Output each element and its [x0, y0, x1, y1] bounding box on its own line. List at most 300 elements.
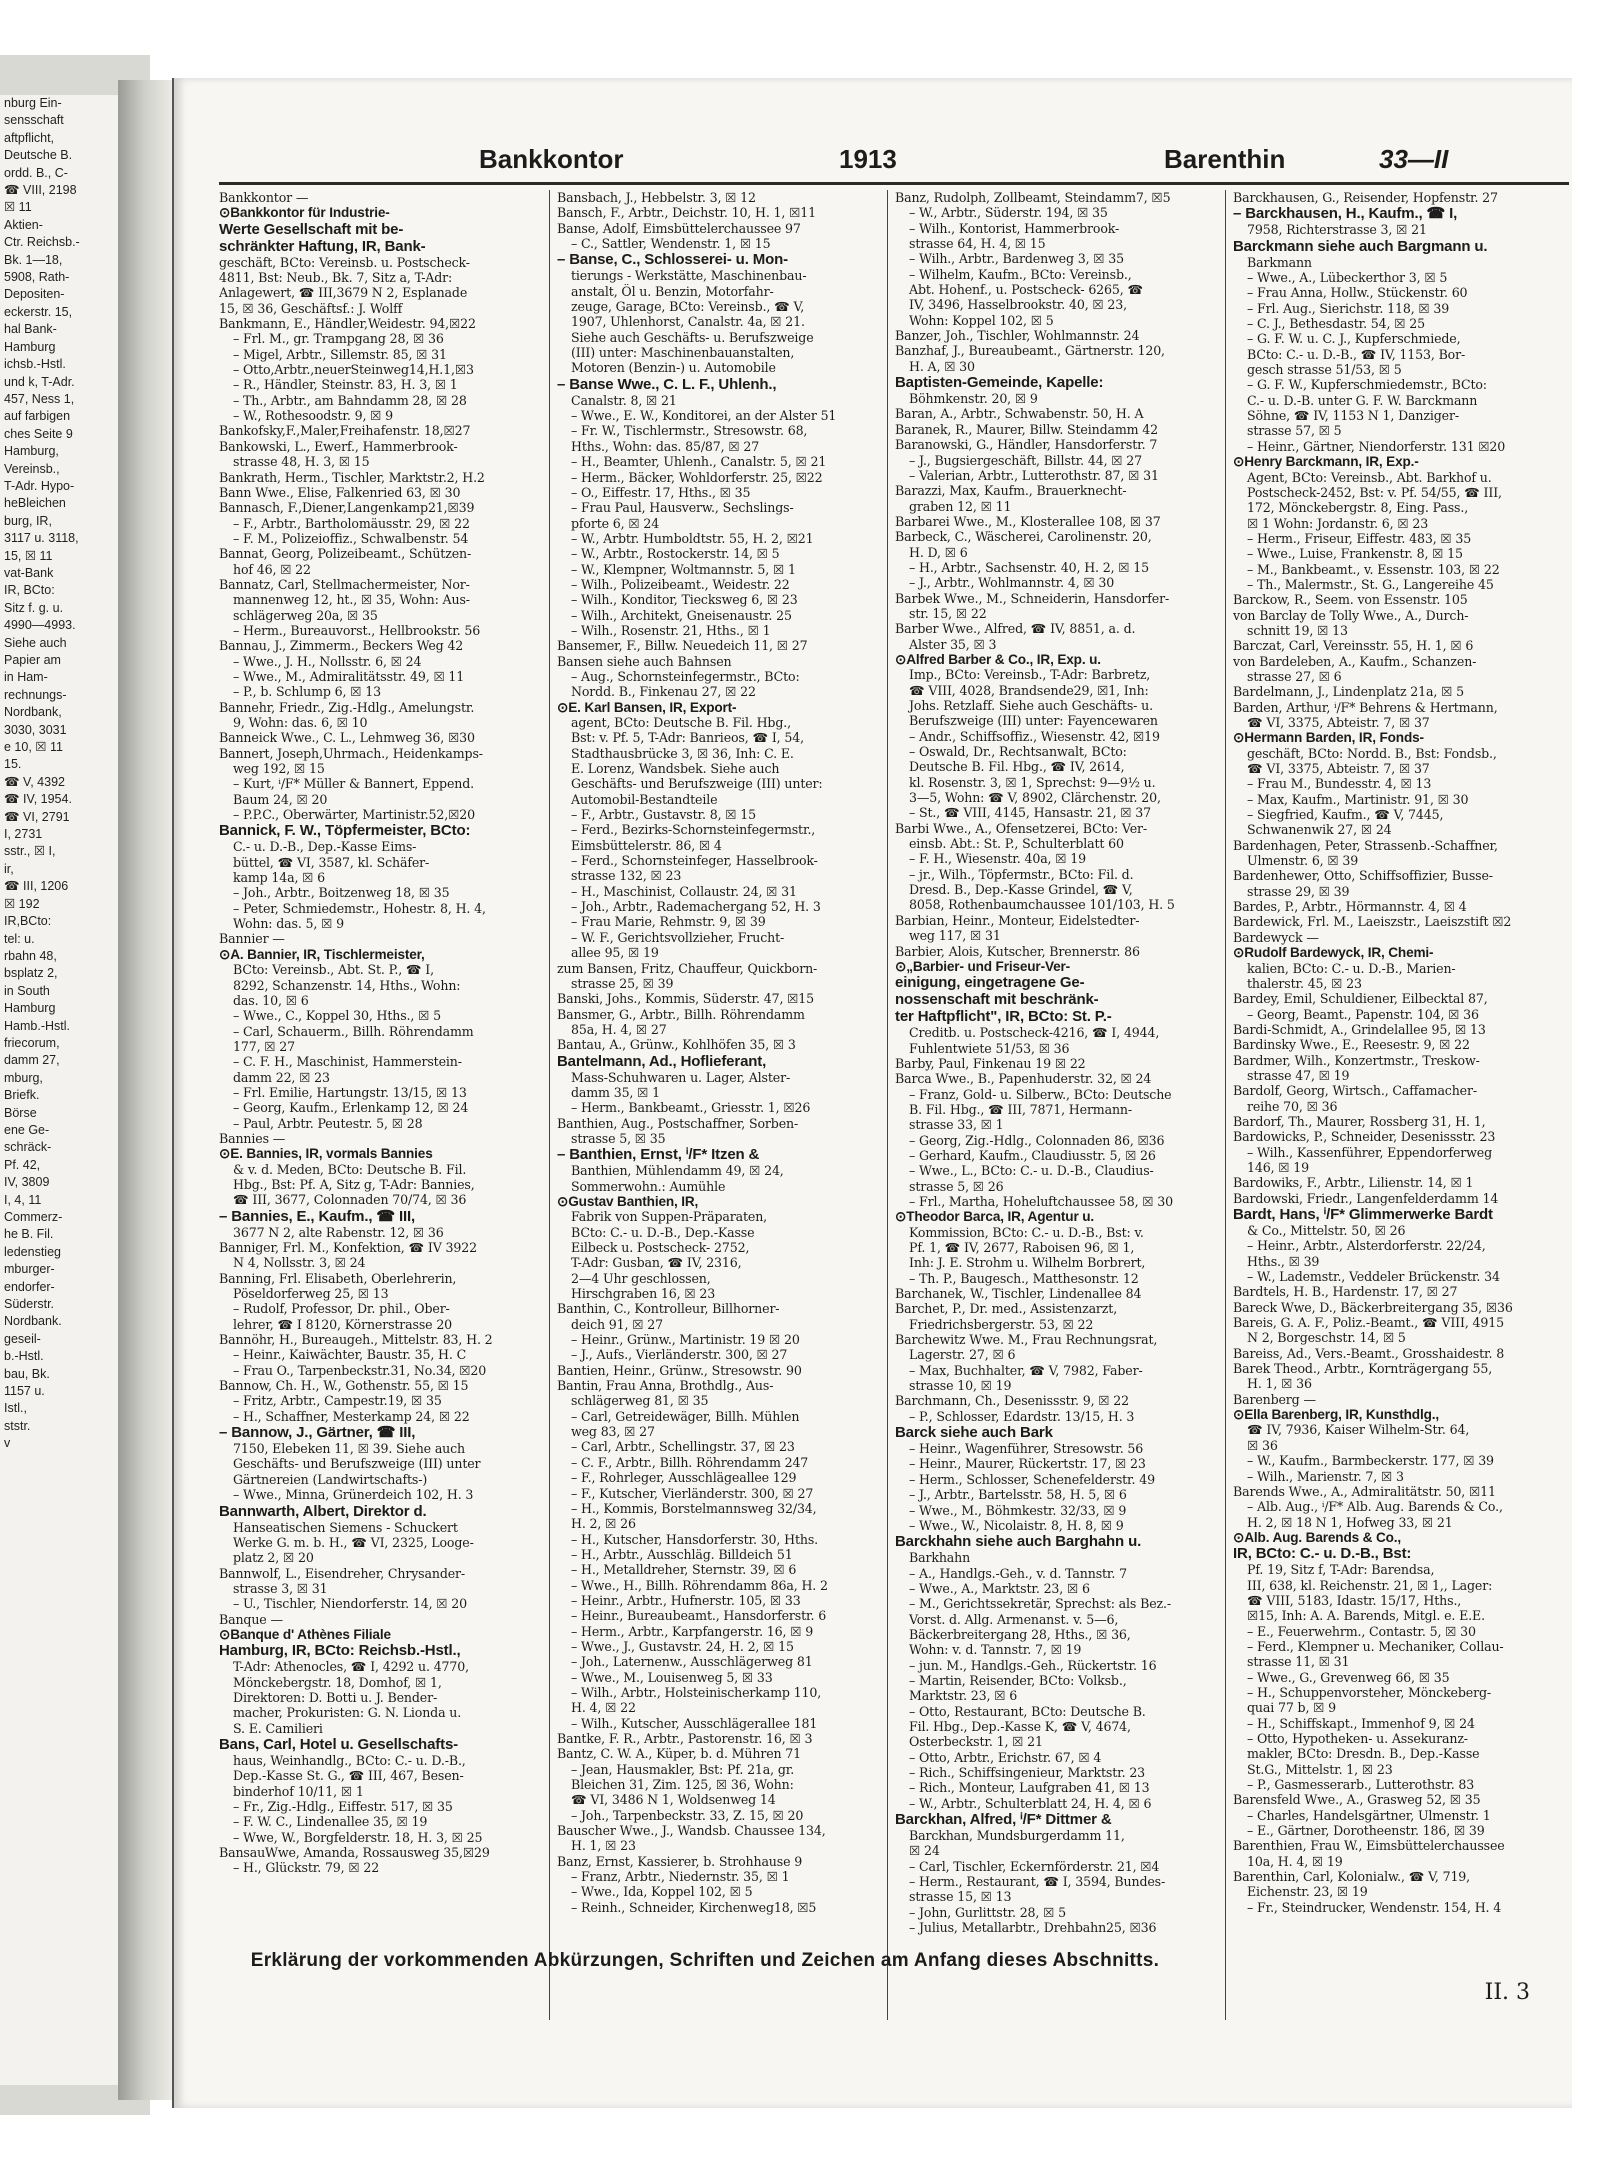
directory-entry: 1907, Uhlenhorst, Canalstr. 4a, ☒ 21.	[571, 314, 805, 330]
directory-entry: Bankofsky,F.,Maler,Freihafenstr. 18,☒27	[219, 423, 471, 439]
directory-entry: Banz, Ernst, Kassierer, b. Strohhause 9	[557, 1853, 803, 1869]
directory-entry: – H., Kutscher, Hansdorferstr. 30, Hths.	[571, 1531, 818, 1547]
directory-entry: – Peter, Schmiedemstr., Hohestr. 8, H. 4,	[233, 900, 486, 916]
directory-entry: ☎ VI, 3486 N 1, Woldsenweg 14	[571, 1792, 776, 1808]
directory-entry: ☒ 1 Wohn: Jordanstr. 6, ☒ 23	[1247, 515, 1429, 531]
previous-page-line: in South	[4, 983, 50, 998]
directory-entry: Barczat, Carl, Vereinsstr. 55, H. 1, ☒ 6	[1233, 638, 1474, 654]
previous-page-line: Nordbank.	[4, 1314, 62, 1329]
directory-entry: Werke G. m. b. H., ☎ VI, 2325, Looge-	[233, 1534, 474, 1550]
directory-entry: – Ferd., Klempner u. Mechaniker, Collau-	[1247, 1638, 1504, 1654]
directory-entry: St.G., Mittelstr. 1, ☒ 23	[1247, 1761, 1393, 1777]
directory-entry: Osterbeckstr. 1, ☒ 21	[909, 1734, 1043, 1750]
directory-entry: – H., Schuppenvorsteher, Mönckeberg-	[1247, 1684, 1491, 1700]
directory-entry: Bleichen 31, Zim. 125, ☒ 36, Wohn:	[571, 1777, 794, 1793]
column-3	[895, 190, 1217, 2020]
directory-entry: – Heinr., Maurer, Rückertstr. 17, ☒ 23	[909, 1456, 1146, 1472]
directory-entry: Eilbeck u. Postscheck- 2752,	[571, 1240, 750, 1255]
directory-entry: – Martin, Reisender, BCto: Volksb.,	[909, 1672, 1127, 1688]
directory-entry: Bardowicks, P., Schneider, Desenissstr. 23	[1233, 1129, 1496, 1145]
directory-entry: Pf. 19, Sitz f, T-Adr: Barendsa,	[1247, 1562, 1435, 1578]
directory-entry: – G. F. W. u. C. J., Kupferschmiede,	[1247, 331, 1461, 347]
directory-entry: – H., Glückstr. 79, ☒ 22	[233, 1860, 380, 1876]
column-2	[557, 190, 879, 2020]
previous-page-line: IR,BCto:	[4, 914, 52, 929]
directory-entry: Bantien, Heinr., Grünw., Stresowstr. 90	[557, 1362, 802, 1378]
directory-entry: – Alb. Aug., ⁱ/F* Alb. Aug. Barends & Co.,	[1247, 1499, 1503, 1515]
directory-entry: – Heinr., Arbtr., Alsterdorferstr. 22/24,	[1247, 1238, 1486, 1254]
sheet-signature: II. 3	[1484, 1980, 1530, 2005]
firm-entry: ⊙ E. Bannies, IR, vormals Bannies	[219, 1146, 541, 1161]
directory-entry: Bansen siehe auch Bahnsen	[557, 653, 732, 669]
directory-entry: Bannow, Ch. H., W., Gothenstr. 55, ☒ 15	[219, 1378, 469, 1394]
previous-page-line: Commerz-	[4, 1210, 63, 1224]
directory-entry: – John, Gurlittstr. 28, ☒ 5	[909, 1904, 1066, 1920]
directory-entry: – Fr., Steindrucker, Wendenstr. 154, H. 4	[1247, 1899, 1502, 1915]
directory-entry: – Rich., Schiffsingenieur, Marktstr. 23	[909, 1765, 1146, 1780]
column-1	[219, 190, 541, 2020]
directory-entry: Bansch, F., Arbtr., Deichstr. 10, H. 1, ☒11	[557, 205, 816, 221]
directory-entry: – Wilh., Arbtr., Bardenweg 3, ☒ 35	[909, 251, 1125, 267]
directory-entry: Bansemer, F., Billw. Neuedeich 11, ☒ 27	[557, 638, 808, 654]
directory-entry: C.- u. D.-B., Dep.-Kasse Eims-	[233, 839, 417, 855]
directory-entry: – H., Beamter, Uhlenh., Canalstr. 5, ☒ 21	[571, 454, 827, 470]
directory-entry: – Heinr., Kaiwächter, Baustr. 35, H. C	[233, 1347, 467, 1363]
directory-entry: – R., Händler, Steinstr. 83, H. 3, ☒ 1	[233, 377, 458, 393]
directory-entry: – Charles, Handelsgärtner, Ulmenstr. 1	[1247, 1807, 1491, 1823]
directory-entry: Barchmann, Ch., Desenissstr. 9, ☒ 22	[895, 1393, 1130, 1409]
firm-entry: ⊙ Alfred Barber & Co., IR, Exp. u.	[895, 652, 1217, 667]
previous-page-line: IV, 3809	[4, 1175, 50, 1190]
directory-entry: Dep.-Kasse St. G., ☎ III, 467, Besen-	[233, 1768, 464, 1784]
directory-entry: – Frau M., Bundesstr. 4, ☒ 13	[1247, 776, 1432, 792]
previous-page-line: I, 4, 11	[4, 1192, 42, 1207]
bold-entry: Barckhan, Alfred, ⁱ/F* Dittmer &	[895, 1811, 1112, 1829]
directory-entry: reihe 70, ☒ 36	[1247, 1098, 1338, 1114]
previous-page-line: 1157 u.	[4, 1384, 45, 1399]
directory-entry: – Migel, Arbtr., Sillemstr. 85, ☒ 31	[233, 346, 447, 362]
directory-entry: gesch strasse 51/53, ☒ 5	[1247, 362, 1402, 378]
directory-entry: – Herm., Bureauvorst., Hellbrookstr. 56	[233, 622, 481, 638]
directory-entry: 9, Wohn: das. 6, ☒ 10	[233, 715, 368, 730]
directory-entry: Agent, BCto: Vereinsb., Abt. Barkhof u.	[1247, 469, 1492, 485]
directory-entry: ☎ IV, 7936, Kaiser Wilhelm-Str. 64,	[1247, 1422, 1470, 1438]
directory-entry: Bardenhewer, Otto, Schiffsoffizier, Busse-	[1233, 868, 1493, 884]
directory-entry: – Th. P., Baugesch., Matthesonstr. 12	[909, 1270, 1139, 1286]
directory-entry: Eimsbüttelerstr. 86, ☒ 4	[571, 837, 722, 853]
directory-entry: Banque —	[219, 1611, 283, 1627]
directory-entry: – Rudolf, Professor, Dr. phil., Ober-	[233, 1301, 450, 1317]
previous-page-line: Nordbank,	[4, 705, 62, 720]
directory-entry: – Rich., Monteur, Laufgraben 41, ☒ 13	[909, 1780, 1150, 1796]
directory-entry: – H., Arbtr., Ausschläg. Billdeich 51	[571, 1546, 793, 1562]
directory-entry: – W., Arbtr., Schulterblatt 24, H. 4, ☒ 6	[909, 1795, 1152, 1811]
bold-entry: Baptisten-Gemeinde, Kapelle:	[895, 374, 1104, 392]
directory-entry: – P.P.C., Oberwärter, Martinistr.52,☒20	[233, 807, 475, 823]
directory-entry: Barckhan, Mundsburgerdamm 11,	[909, 1828, 1125, 1844]
directory-entry: – W., Arbtr. Humboldtstr. 55, H. 2, ☒21	[571, 530, 814, 546]
directory-entry: – F., Arbtr., Bartholomäusstr. 29, ☒ 22	[233, 515, 470, 531]
directory-entry: 177, ☒ 27	[233, 1038, 296, 1054]
directory-entry: – W. F., Gerichtsvollzieher, Frucht-	[571, 929, 785, 945]
previous-page-line: Börse	[4, 1105, 37, 1120]
directory-entry: geschäft, BCto: Vereinsb. u. Postscheck-	[219, 254, 470, 270]
directory-entry: C.- u. D.-B. unter G. F. W. Barckmann	[1247, 392, 1478, 408]
previous-page-line: ichsb.-Hstl.	[4, 357, 66, 372]
directory-entry: ☒ 36	[1247, 1437, 1278, 1453]
previous-page-line: Deutsche B.	[4, 148, 73, 163]
directory-entry: Alster 35, ☒ 3	[909, 636, 997, 652]
running-head-catchword: Barenthin	[1164, 144, 1286, 174]
firm-entry: ⊙ Bankkontor für Industrie-	[219, 205, 541, 220]
directory-entry: ☒15, Inh: A. A. Barends, Mitgl. e. E.E.	[1247, 1608, 1485, 1624]
directory-entry: geschäft, BCto: Nordd. B., Bst: Fondsb.,	[1247, 745, 1497, 761]
directory-entry: Barden, Arthur, ⁱ/F* Behrens & Hertmann,	[1233, 699, 1498, 715]
directory-entry: Bardowiks, F., Arbtr., Lilienstr. 14, ☒ 1	[1233, 1175, 1474, 1191]
directory-entry: BCto: C.- u. D.-B., ☎ IV, 1153, Bor-	[1247, 346, 1466, 362]
previous-page-line: Papier am	[4, 653, 61, 667]
directory-entry: quai 77 b, ☒ 9	[1247, 1700, 1337, 1716]
directory-entry: Baum 24, ☒ 20	[233, 791, 328, 807]
directory-entry: makler, BCto: Dresdn. B., Dep.-Kasse	[1247, 1746, 1480, 1762]
firm-entry: ⊙ Ella Barenberg, IR, Kunsthdlg.,	[1233, 1407, 1555, 1422]
directory-entry: (III) unter: Maschinenbauanstalten,	[571, 345, 795, 361]
directory-entry: Banthien, Mühlendamm 49, ☒ 24,	[571, 1163, 784, 1179]
directory-entry: Banthien, Aug., Postschaffner, Sorben-	[557, 1115, 799, 1131]
directory-entry: – Fr., Zig.-Hdlg., Eiffestr. 517, ☒ 35	[233, 1799, 453, 1814]
previous-page-line: endorfer-	[4, 1279, 55, 1294]
directory-entry: Barbarei Wwe., M., Klosterallee 108, ☒ 37	[895, 513, 1161, 529]
directory-entry: 4811, Bst: Neub., Bk. 7, Sitz a, T-Adr:	[219, 270, 453, 286]
directory-entry: Johs. Retzlaff. Siehe auch Geschäfts- u.	[909, 698, 1153, 713]
firm-entry: ⊙ Alb. Aug. Barends & Co.,	[1233, 1530, 1555, 1545]
bold-entry: IR, BCto: C.- u. D.-B., Bst:	[1233, 1545, 1412, 1563]
directory-entry: H. A, ☒ 30	[909, 358, 975, 374]
column-divider	[1225, 190, 1226, 2020]
previous-page-line: Süderstr.	[4, 1297, 55, 1312]
directory-entry: ☎ VIII, 4028, Brandsende29, ☒1, Inh:	[909, 682, 1149, 698]
directory-entry: – Wwe., A., Marktstr. 23, ☒ 6	[909, 1580, 1090, 1596]
previous-page-line: Briefk.	[4, 1088, 40, 1103]
directory-entry: Barchet, P., Dr. med., Assistenzarzt,	[895, 1301, 1118, 1317]
directory-entry: Pf. 1, ☎ IV, 2677, Raboisen 96, ☒ 1,	[909, 1240, 1135, 1255]
directory-entry: – C. F. H., Maschinist, Hammerstein-	[233, 1054, 462, 1070]
bold-entry: – Bannies, E., Kaufm., ☎ III,	[219, 1207, 416, 1225]
directory-entry: Mönckebergstr. 18, Domhof, ☒ 1,	[233, 1674, 442, 1690]
previous-page-line: ☎ V, 4392	[4, 774, 65, 789]
directory-entry: – Carl, Arbtr., Schellingstr. 37, ☒ 23	[571, 1439, 795, 1455]
directory-entry: Bankowski, L., Ewerf., Hammerbrook-	[219, 438, 458, 454]
directory-entry: – Frl., Martha, Hoheluftchaussee 58, ☒ 30	[909, 1193, 1174, 1209]
directory-entry: strasse 10, ☒ 19	[909, 1378, 1012, 1394]
directory-entry: – P., Schlosser, Edardstr. 13/15, H. 3	[909, 1408, 1135, 1424]
directory-entry: damm 35, ☒ 1	[571, 1084, 660, 1100]
directory-entry: ☎ III, 3677, Colonnaden 70/74, ☒ 36	[233, 1192, 467, 1208]
directory-entry: – Wilh., Arbtr., Holsteinischerkamp 110,	[571, 1684, 822, 1700]
previous-page-line: Depositen-	[4, 287, 65, 302]
directory-entry: Bardewyck —	[1233, 929, 1319, 945]
directory-entry: Siehe auch Geschäfts- u. Berufszweige	[571, 329, 814, 345]
bold-entry: schränkter Haftung, IR, Bank-	[219, 237, 426, 255]
previous-page-line: 3030, 3031	[4, 722, 67, 737]
directory-entry: 8058, Rothenbaumchaussee 101/103, H. 5	[909, 897, 1175, 913]
previous-page-line: I, 2731	[4, 827, 43, 842]
previous-page-line: Ctr. Reichsb.-	[4, 235, 80, 250]
previous-page-line: IR, BCto:	[4, 583, 55, 598]
directory-entry: – F., Arbtr., Gustavstr. 8, ☒ 15	[571, 807, 756, 823]
directory-entry: – Otto, Hypotheken- u. Assekuranz-	[1247, 1731, 1468, 1746]
directory-entry: pforte 6, ☒ 24	[571, 515, 660, 531]
directory-entry: – Georg, Zig.-Hdlg., Colonnaden 86, ☒36	[909, 1132, 1165, 1148]
directory-entry: Baran, A., Arbtr., Schwabenstr. 50, H. A	[895, 406, 1144, 422]
directory-entry: – jr., Wilh., Töpfermstr., BCto: Fil. d.	[909, 866, 1134, 882]
directory-entry: Bardewick, Frl. M., Laeiszstr., Laeiszstift ☒2	[1233, 914, 1512, 930]
directory-entry: Bankmann, E., Händler,Weidestr. 94,☒22	[219, 316, 476, 332]
directory-entry: Wohn: das. 5, ☒ 9	[233, 916, 344, 932]
directory-entry: strasse 48, H. 3, ☒ 15	[233, 454, 370, 470]
directory-entry: strasse 64, H. 4, ☒ 15	[909, 236, 1046, 252]
directory-entry: Barchanek, W., Tischler, Lindenallee 84	[895, 1286, 1142, 1302]
directory-entry: – jun. M., Handlgs.-Geh., Rückertstr. 16	[909, 1657, 1157, 1673]
directory-entry: Inh: J. E. Strohm u. Wilhelm Borbrert,	[909, 1255, 1146, 1271]
previous-page-line: burg, IR,	[4, 513, 52, 528]
directory-entry: Barenberg —	[1233, 1391, 1316, 1407]
directory-entry: – Paul, Arbtr. Peutestr. 5, ☒ 28	[233, 1115, 423, 1131]
directory-entry: Bardi-Schmidt, A., Grindelallee 95, ☒ 13	[1233, 1021, 1486, 1037]
directory-entry: – W., Arbtr., Süderstr. 194, ☒ 35	[909, 205, 1108, 221]
directory-entry: 85a, H. 4, ☒ 27	[571, 1021, 667, 1037]
previous-page-line: ir,	[4, 861, 14, 876]
directory-entry: T-Adr: Athenocles, ☎ I, 4292 u. 4770,	[233, 1659, 469, 1675]
directory-entry: Bankkontor —	[219, 190, 309, 205]
directory-entry: binderhof 10/11, ☒ 1	[233, 1783, 364, 1799]
directory-entry: Wohn: v. d. Tannstr. 7, ☒ 19	[909, 1642, 1082, 1658]
directory-entry: strasse 5, ☒ 35	[571, 1130, 666, 1146]
directory-entry: Hths., Wohn: das. 85/87, ☒ 27	[571, 438, 760, 454]
previous-page-line: rbahn 48,	[4, 948, 57, 963]
directory-entry: S. E. Camilieri	[233, 1720, 323, 1736]
previous-page-line: Vereinsb.,	[4, 461, 60, 476]
directory-entry: thalerstr. 45, ☒ 23	[1247, 975, 1362, 991]
directory-entry: – F. H., Wiesenstr. 40a, ☒ 19	[909, 851, 1086, 867]
directory-entry: Bannöhr, H., Bureaugeh., Mittelstr. 83, H. 2	[219, 1332, 493, 1348]
directory-entry: T-Adr: Gusban, ☎ IV, 2316,	[571, 1255, 742, 1271]
directory-entry: – Wwe., L., BCto: C.- u. D.-B., Claudius-	[909, 1163, 1154, 1179]
directory-entry: – Joh., Laternenw., Ausschlägerweg 81	[571, 1654, 813, 1670]
directory-entry: Bardmer, Wilh., Konzertmstr., Treskow-	[1233, 1052, 1480, 1068]
directory-entry: Hbg., Bst: Pf. A, Sitz g, T-Adr: Bannies,	[233, 1176, 475, 1192]
directory-entry: – Wilh., Kontorist, Hammerbrook-	[909, 220, 1120, 236]
directory-entry: mannenweg 12, ht., ☒ 35, Wohn: Aus-	[233, 592, 470, 608]
directory-entry: – Wwe., M., Böhmkestr. 32/33, ☒ 9	[909, 1502, 1127, 1518]
directory-entry: H. 1, ☒ 36	[1247, 1376, 1312, 1392]
directory-entry: Nordd. B., Finkenau 27, ☒ 22	[571, 684, 756, 700]
bold-entry: – Banse Wwe., C. L. F., Uhlenh.,	[557, 375, 777, 393]
directory-entry: Bardes, P., Arbtr., Hörmannstr. 4, ☒ 4	[1233, 899, 1467, 915]
directory-entry: – Wilh., Architekt, Gneisenaustr. 25	[571, 607, 792, 623]
directory-entry: – H., Schiffskapt., Immenhof 9, ☒ 24	[1247, 1715, 1475, 1731]
directory-entry: Böhmkenstr. 20, ☒ 9	[909, 391, 1038, 407]
directory-entry: – Ferd., Schornsteinfeger, Hasselbrook-	[571, 853, 818, 869]
firm-entry: ⊙ A. Bannier, IR, Tischlermeister,	[219, 947, 541, 962]
directory-entry: – Otto,Arbtr.,neuerSteinweg14,H.1,☒3	[233, 362, 474, 378]
directory-entry: – J., Arbtr., Bartelsstr. 58, H. 5, ☒ 6	[909, 1487, 1127, 1503]
directory-entry: Bansbach, J., Hebbelstr. 3, ☒ 12	[557, 190, 756, 205]
directory-entry: strasse 27, ☒ 6	[1247, 668, 1342, 684]
running-head-year: 1913	[839, 144, 897, 174]
directory-entry: ☒ 24	[909, 1843, 940, 1859]
directory-entry: – C., Sattler, Wendenstr. 1, ☒ 15	[571, 236, 771, 252]
previous-page-line: Sitz f. g. u.	[4, 600, 64, 615]
directory-entry: Barenthin, Carl, Kolonialw., ☎ V, 719,	[1233, 1869, 1471, 1885]
previous-page-line: ☒ 192	[4, 896, 40, 911]
book-gutter	[118, 80, 176, 2100]
abbreviation-note: Erklärung der vorkommenden Abkürzungen, Schriften und Zeichen am Anfang dieses Abschnitts.	[250, 1950, 1160, 1971]
directory-entry: – Joh., Tarpenbeckstr. 33, Z. 15, ☒ 20	[571, 1807, 804, 1823]
directory-entry: Vorst. d. Allg. Armenanst. v. 5—6,	[909, 1611, 1119, 1627]
directory-entry: Bst: v. Pf. 5, T-Adr: Banrieos, ☎ I, 54,	[571, 730, 804, 746]
directory-entry: 2—4 Uhr geschlossen,	[571, 1270, 711, 1286]
directory-entry: – A., Handlgs.-Geh., v. d. Tannstr. 7	[909, 1565, 1127, 1581]
directory-entry: Barckhausen, G., Reisender, Hopfenstr. 27	[1233, 190, 1498, 205]
directory-entry: – Frau Paul, Hausverw., Sechslings-	[571, 500, 794, 516]
directory-entry: Barek Theod., Arbtr., Kornträgergang 55,	[1233, 1361, 1493, 1377]
column-divider	[549, 190, 550, 2020]
directory-entry: Baranowski, G., Händler, Hansdorferstr. 7	[895, 437, 1158, 453]
directory-entry: Baranek, R., Maurer, Billw. Steindamm 42	[895, 421, 1159, 437]
directory-entry: – H., Schaffner, Mesterkamp 24, ☒ 22	[233, 1408, 470, 1424]
directory-entry: – Wilh., Konditor, Tiecksweg 6, ☒ 23	[571, 592, 798, 608]
running-head-section: Bankkontor	[479, 144, 624, 174]
directory-entry: III, 638, kl. Reichenstr. 21, ☒ 1,, Lager:	[1247, 1577, 1493, 1593]
directory-entry: Bantz, C. W. A., Küper, b. d. Mühren 71	[557, 1746, 802, 1762]
directory-entry: – F. M., Polizeioffiz., Schwalbenstr. 54	[233, 530, 469, 546]
previous-page-line: bau, Bk.	[4, 1366, 50, 1381]
directory-entry: – Julius, Metallarbtr., Drehbahn25, ☒36	[909, 1920, 1157, 1936]
previous-page-line: aftpflicht,	[4, 130, 55, 145]
directory-entry: Barbier, Alois, Kutscher, Brennerstr. 86	[895, 943, 1140, 959]
directory-entry: – H., Metalldreher, Sternstr. 39, ☒ 6	[571, 1562, 797, 1578]
running-head-page-number: 33—II	[1379, 144, 1449, 174]
directory-entry: weg 117, ☒ 31	[909, 928, 1001, 944]
directory-entry: – Wilh., Kassenführer, Eppendorferweg	[1247, 1144, 1493, 1160]
bold-entry: Hamburg, IR, BCto: Reichsb.-Hstl.,	[219, 1642, 461, 1660]
directory-entry: H. 2, ☒ 18 N 1, Hofweg 33, ☒ 21	[1247, 1514, 1453, 1530]
firm-entry: ⊙ Banque d' Athènes Filiale	[219, 1627, 541, 1642]
directory-entry: – Wwe., M., Louisenweg 5, ☒ 33	[571, 1669, 773, 1685]
directory-entry: kl. Rosenstr. 3, ☒ 1, Sprechst: 9—9½ u.	[909, 774, 1156, 790]
bold-entry: Barckhahn siehe auch Barghahn u.	[895, 1533, 1142, 1551]
firm-entry: ⊙ Theodor Barca, IR, Agentur u.	[895, 1209, 1217, 1224]
bold-entry: Bannick, F. W., Töpfermeister, BCto:	[219, 822, 471, 840]
directory-entry: – M., Bankbeamt., v. Essenstr. 103, ☒ 22	[1247, 561, 1500, 577]
directory-entry: – Wwe., H., Billh. Röhrendamm 86a, H. 2	[571, 1577, 828, 1593]
firm-entry: ⊙ „Barbier- und Friseur-Ver-	[895, 959, 1217, 974]
directory-entry: – Kurt, ⁱ/F* Müller & Bannert, Eppend.	[233, 776, 474, 792]
column-4	[1233, 190, 1555, 2020]
directory-entry: Direktoren: D. Botti u. J. Bender-	[233, 1689, 438, 1705]
directory-entry: Gärtnereien (Landwirtschafts-)	[233, 1471, 428, 1487]
directory-entry: strasse 57, ☒ 5	[1247, 423, 1342, 439]
previous-page-line: nburg Ein-	[4, 96, 62, 110]
directory-entry: – Wilh., Kutscher, Ausschlägerallee 181	[571, 1715, 818, 1731]
directory-entry: anstalt, Öl u. Benzin, Motorfahr-	[571, 283, 774, 299]
directory-entry: 10a, H. 4, ☒ 19	[1247, 1853, 1343, 1869]
bold-entry: Werte Gesellschaft mit be-	[219, 220, 404, 238]
directory-entry: 146, ☒ 19	[1247, 1159, 1310, 1175]
directory-entry: – Carl, Tischler, Eckernförderstr. 21, ☒4	[909, 1858, 1160, 1874]
directory-entry: strasse 29, ☒ 39	[1247, 883, 1350, 899]
previous-page-line: Istl.,	[4, 1401, 27, 1416]
directory-entry: – U., Tischler, Niendorferstr. 14, ☒ 20	[233, 1596, 468, 1612]
directory-entry: Bardtels, H. B., Hardenstr. 17, ☒ 27	[1233, 1284, 1458, 1300]
directory-entry: – Joh., Arbtr., Rademachergang 52, H. 3	[571, 899, 821, 915]
previous-page-line: 457, Ness 1,	[4, 391, 75, 406]
directory-entry: lehrer, ☎ I 8120, Körnerstrasse 20	[233, 1316, 453, 1332]
previous-page-line: ☎ VI, 2791	[4, 809, 70, 824]
directory-entry: – G. F. W., Kupferschmiedemstr., BCto:	[1247, 377, 1487, 393]
directory-entry: – Herm., Bankbeamt., Griesstr. 1, ☒26	[571, 1100, 811, 1116]
directory-entry: Bannau, J., Zimmerm., Beckers Weg 42	[219, 638, 464, 654]
directory-entry: Banning, Frl. Elisabeth, Oberlehrerin,	[219, 1270, 457, 1286]
directory-entry: Barazzi, Max, Kaufm., Brauerknecht-	[895, 483, 1127, 499]
bold-entry: – Barckhausen, H., Kaufm., ☎ I,	[1233, 205, 1458, 223]
firm-entry: ⊙ Gustav Banthien, IR,	[557, 1194, 879, 1209]
directory-entry: Barby, Paul, Finkenau 19 ☒ 22	[895, 1055, 1086, 1071]
directory-entry: – Franz, Arbtr., Niedernstr. 35, ☒ 1	[571, 1869, 790, 1885]
directory-entry: Sommerwohn.: Aumühle	[571, 1178, 726, 1194]
directory-entry: – Jean, Hausmakler, Bst: Pf. 21a, gr.	[571, 1761, 795, 1777]
directory-entry: – Heinr., Bureaubeamt., Hansdorferstr. 6	[571, 1608, 827, 1624]
directory-entry: – J., Bugsiergeschäft, Billstr. 44, ☒ 27	[909, 452, 1143, 468]
directory-entry: Pöseldorferweg 25, ☒ 13	[233, 1286, 389, 1302]
directory-entry: – Wwe., W., Nicolaistr. 8, H. 8, ☒ 9	[909, 1517, 1124, 1533]
directory-entry: – Valerian, Arbtr., Lutterothstr. 87, ☒ 31	[909, 467, 1159, 483]
directory-entry: – M., Gerichtssekretär, Sprechst: als Bez.-	[909, 1596, 1171, 1612]
directory-entry: Canalstr. 8, ☒ 21	[571, 392, 677, 408]
directory-entry: graben 12, ☒ 11	[909, 498, 1012, 514]
directory-entry: H. D, ☒ 6	[909, 544, 968, 560]
directory-entry: Bareis, G. A. F., Poliz.-Beamt., ☎ VIII, 4915	[1233, 1315, 1504, 1331]
previous-page-line: he B. Fil.	[4, 1227, 54, 1242]
directory-entry: 3677 N 2, alte Rabenstr. 12, ☒ 36	[233, 1224, 444, 1240]
directory-entry: – Oswald, Dr., Rechtsanwalt, BCto:	[909, 744, 1127, 760]
directory-entry: schlägerweg 81, ☒ 35	[571, 1393, 709, 1409]
directory-entry: Bauscher Wwe., J., Wandsb. Chaussee 134,	[557, 1823, 826, 1839]
directory-entry: Banz, Rudolph, Zollbeamt, Steindamm7, ☒5	[895, 190, 1171, 205]
directory-entry: – Wwe., Ida, Koppel 102, ☒ 5	[571, 1884, 753, 1900]
bold-entry: Barckmann siehe auch Bargmann u.	[1233, 237, 1488, 255]
previous-page-line: ☒ 11	[4, 200, 32, 215]
previous-page-line: sensschaft	[4, 113, 64, 128]
directory-entry: Bantke, F. R., Arbtr., Pastorenstr. 16, ☒ 3	[557, 1731, 813, 1746]
directory-entry: einsb. Abt.: St. P., Schulterblatt 60	[909, 836, 1124, 852]
directory-entry: – Wwe., A., Lübeckerthor 3, ☒ 5	[1247, 270, 1448, 286]
directory-entry: Barchewitz Wwe. M., Frau Rechnungsrat,	[895, 1332, 1158, 1348]
directory-entry: Banzer, Joh., Tischler, Wohlmannstr. 24	[895, 328, 1140, 344]
directory-entry: – Wwe., M., Admiralitätsstr. 49, ☒ 11	[233, 668, 465, 684]
directory-entry: Deutsche B. Fil. Hbg., ☎ IV, 2614,	[909, 759, 1125, 775]
directory-entry: – H., Kommis, Borstelmannsweg 32/34,	[571, 1500, 817, 1516]
directory-entry: Banse, Adolf, Eimsbüttelerchaussee 97	[557, 220, 801, 236]
directory-entry: – Georg, Kaufm., Erlenkamp 12, ☒ 24	[233, 1100, 469, 1116]
column-divider	[887, 190, 888, 2020]
previous-page-line: sstr., ☒ I,	[4, 844, 56, 859]
directory-entry: – P., Gasmesserarb., Lutterothstr. 83	[1247, 1777, 1475, 1793]
previous-page-line: friecorum,	[4, 1035, 60, 1050]
directory-entry: – Ferd., Bezirks-Schornsteinfegermstr.,	[571, 822, 816, 838]
directory-entry: Marktstr. 23, ☒ 6	[909, 1688, 1018, 1704]
